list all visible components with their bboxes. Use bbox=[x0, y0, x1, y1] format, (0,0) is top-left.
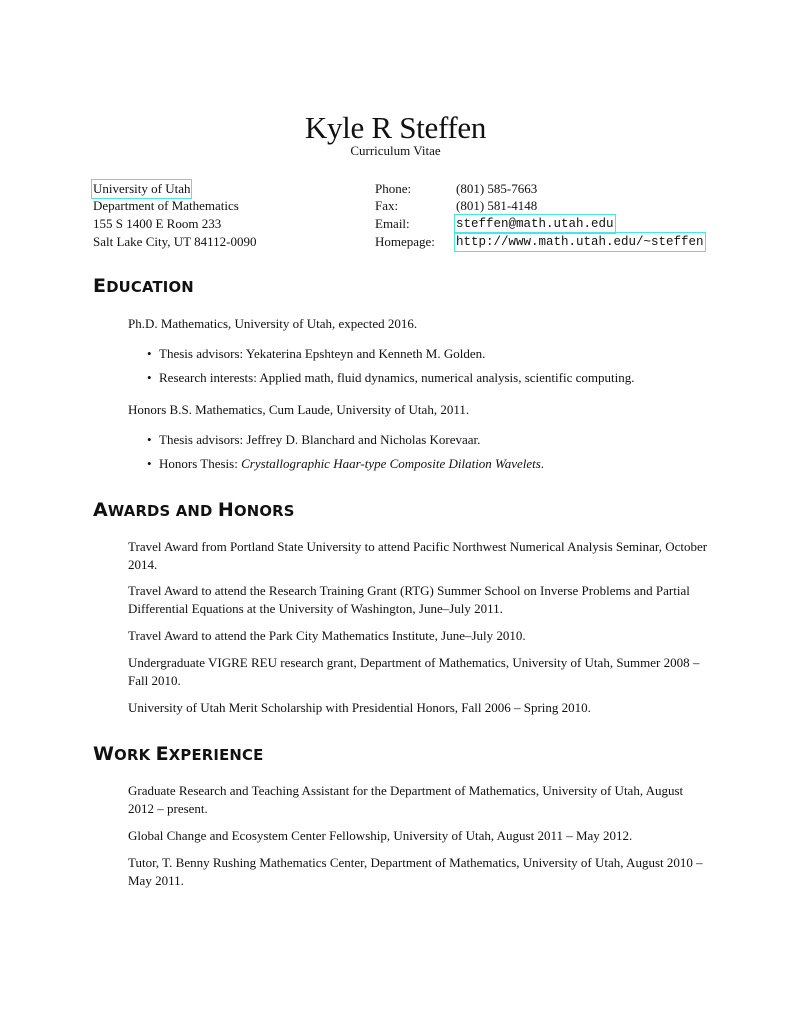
phone-label: Phone: bbox=[375, 181, 412, 196]
phd-degree: Ph.D. Mathematics, University of Utah, expected 2016. bbox=[128, 316, 418, 331]
work-heading-c: E bbox=[155, 743, 169, 765]
university-link[interactable]: University of Utah bbox=[93, 181, 191, 196]
award-item: Undergraduate VIGRE REU research grant, Department of Mathematics, University of Utah, Summer 2008 – Fall 2010. bbox=[128, 655, 700, 688]
bs-thesis-suffix: . bbox=[540, 456, 545, 471]
homepage-label: Homepage: bbox=[375, 234, 435, 249]
award-item: Travel Award to attend the Research Training Grant (RTG) Summer School on Inverse Problems and Partial Differential Equations at the University of Washington, June–July 2011. bbox=[128, 583, 690, 616]
award-item: University of Utah Merit Scholarship with Presidential Honors, Fall 2006 – Spring 2010. bbox=[128, 700, 591, 715]
street-address: 155 S 1400 E Room 233 bbox=[93, 216, 222, 231]
department-text: Department of Mathematics bbox=[93, 198, 239, 213]
cv-name: Kyle R Steffen bbox=[304, 110, 487, 145]
bs-advisors: Thesis advisors: Jeffrey D. Blanchard and Nicholas Korevaar. bbox=[159, 432, 481, 447]
work-heading bbox=[93, 742, 263, 768]
work-heading-b: ORK bbox=[114, 747, 156, 764]
work-item: Tutor, T. Benny Rushing Mathematics Center, Department of Mathematics, University of Utah, August 2010 – May 2011. bbox=[128, 855, 703, 888]
email-link[interactable]: steffen@math.utah.edu bbox=[456, 217, 614, 231]
list-item bbox=[147, 370, 634, 386]
list-item bbox=[147, 346, 485, 362]
awards-heading-c: H bbox=[217, 499, 234, 521]
phd-advisors: Thesis advisors: Yekaterina Epshteyn and Kenneth M. Golden. bbox=[159, 346, 486, 361]
bs-thesis-prefix: Honors Thesis: bbox=[159, 456, 242, 471]
phd-interests: Research interests: Applied math, fluid dynamics, numerical analysis, scientific computing. bbox=[159, 370, 635, 385]
bullet-icon: • bbox=[147, 432, 152, 447]
work-heading-a: W bbox=[93, 743, 115, 765]
awards-heading-d: ONORS bbox=[234, 503, 295, 520]
list-item bbox=[147, 432, 480, 448]
fax-label: Fax: bbox=[375, 198, 399, 213]
bullet-icon: • bbox=[147, 370, 152, 385]
phone-value: (801) 585-7663 bbox=[456, 181, 538, 196]
homepage-link[interactable]: http://www.math.utah.edu/~steffen bbox=[456, 235, 704, 249]
award-item: Travel Award from Portland State University to attend Pacific Northwest Numerical Analysis Seminar, October 2014. bbox=[128, 539, 708, 572]
education-heading bbox=[93, 274, 194, 300]
work-heading-d: XPERIENCE bbox=[168, 747, 264, 764]
education-heading-rest: DUCATION bbox=[106, 279, 194, 296]
work-item: Global Change and Ecosystem Center Fellowship, University of Utah, August 2011 – May 2012. bbox=[128, 828, 633, 843]
awards-heading-a: A bbox=[93, 499, 108, 521]
list-item bbox=[147, 456, 544, 472]
bs-thesis-title: Crystallographic Haar-type Composite Dilation Wavelets bbox=[241, 456, 541, 471]
awards-heading bbox=[93, 498, 295, 524]
email-label: Email: bbox=[375, 216, 410, 231]
work-item: Graduate Research and Teaching Assistant for the Department of Mathematics, University of Utah, August 2012 – present. bbox=[128, 783, 684, 816]
city-address: Salt Lake City, UT 84112-0090 bbox=[93, 234, 257, 249]
award-item: Travel Award to attend the Park City Mathematics Institute, June–July 2010. bbox=[128, 628, 526, 643]
bullet-icon: • bbox=[147, 456, 152, 471]
cv-subtitle: Curriculum Vitae bbox=[350, 143, 441, 158]
bs-degree: Honors B.S. Mathematics, Cum Laude, University of Utah, 2011. bbox=[128, 402, 470, 417]
bullet-icon: • bbox=[147, 346, 152, 361]
awards-heading-b: WARDS AND bbox=[107, 503, 218, 520]
education-heading-initial: E bbox=[93, 275, 107, 297]
fax-value: (801) 581-4148 bbox=[456, 198, 538, 213]
